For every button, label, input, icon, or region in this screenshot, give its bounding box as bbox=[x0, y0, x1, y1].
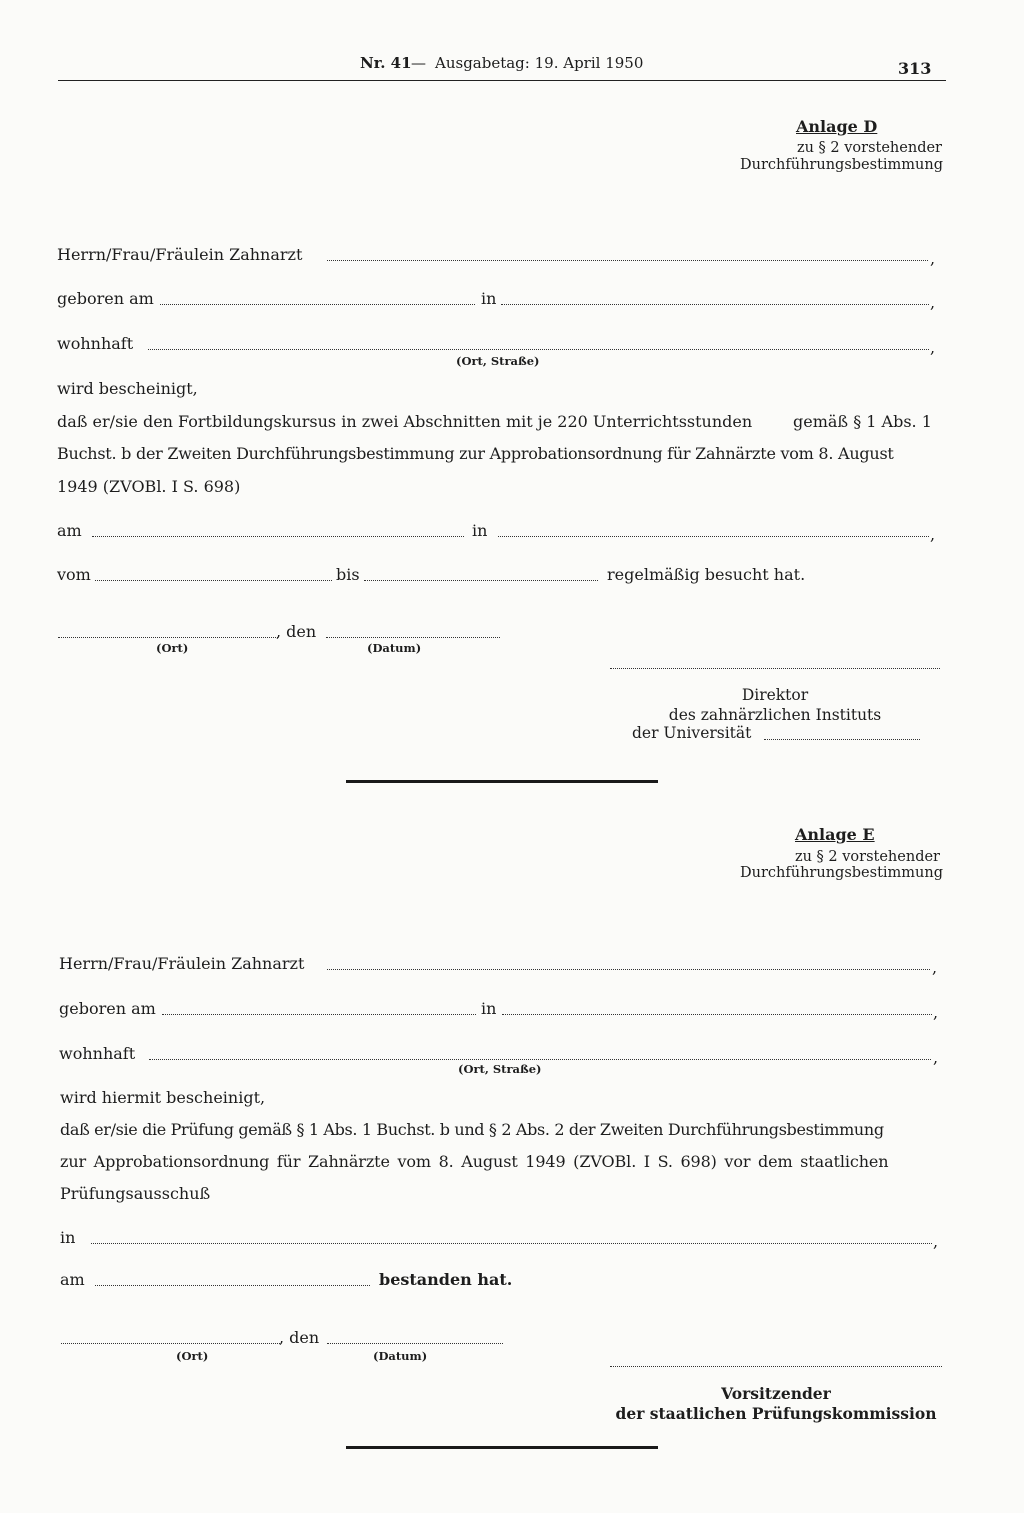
annex-e-place-field[interactable] bbox=[61, 1343, 280, 1344]
annex-e-signature-field[interactable] bbox=[610, 1366, 942, 1367]
annex-e-addressee-label: Herrn/Frau/Fräulein Zahnarzt bbox=[59, 954, 305, 973]
annex-d-address-field[interactable] bbox=[148, 349, 929, 350]
annex-e-address-hint: (Ort, Straße) bbox=[458, 1062, 542, 1076]
annex-d-born-label: geboren am bbox=[57, 289, 154, 308]
annex-e-sig2: der staatlichen Prüfungskommission bbox=[615, 1404, 937, 1423]
comma: , bbox=[930, 338, 936, 357]
annex-d-addressee-field[interactable] bbox=[327, 260, 928, 261]
comma: , bbox=[933, 1003, 939, 1022]
annex-e-sub2: Durchführungsbestimmung bbox=[740, 865, 943, 881]
annex-d-sig1: Direktor bbox=[741, 686, 809, 704]
annex-d-body-line3: 1949 (ZVOBl. I S. 698) bbox=[57, 477, 241, 496]
annex-d-bis-label: bis bbox=[336, 565, 360, 584]
annex-d-body-line1b: gemäß § 1 Abs. 1 bbox=[793, 412, 932, 431]
annex-e-body-line3: Prüfungsausschuß bbox=[60, 1184, 211, 1203]
annex-d-birthplace-field[interactable] bbox=[501, 304, 929, 305]
annex-e-sig1: Vorsitzender bbox=[721, 1384, 831, 1403]
annex-d-title: Anlage D bbox=[796, 117, 878, 136]
annex-d-sub2: Durchführungsbestimmung bbox=[740, 157, 943, 173]
annex-d-am-label: am bbox=[57, 521, 82, 540]
annex-d-date-field[interactable] bbox=[326, 637, 500, 638]
annex-e-place-hint: (Ort) bbox=[176, 1349, 209, 1363]
annex-e-birthplace-field[interactable] bbox=[502, 1014, 932, 1015]
annex-d-university-field[interactable] bbox=[764, 739, 920, 740]
comma: , bbox=[933, 1232, 939, 1251]
annex-e-title: Anlage E bbox=[795, 825, 875, 844]
annex-d-address-hint: (Ort, Straße) bbox=[456, 354, 540, 368]
section-divider bbox=[346, 780, 658, 783]
header-rule bbox=[58, 80, 946, 81]
annex-e-body-line1: daß er/sie die Prüfung gemäß § 1 Abs. 1 Buchst. b und § 2 Abs. 2 der Zweiten Durchführungsbestimmung bbox=[60, 1120, 884, 1139]
annex-e-in-label: in bbox=[481, 999, 497, 1018]
bottom-divider bbox=[346, 1446, 658, 1449]
header-dash: — bbox=[411, 54, 426, 72]
annex-d-sig2: des zahnärzlichen Instituts bbox=[668, 706, 882, 724]
annex-d-in2-field[interactable] bbox=[498, 536, 929, 537]
annex-e-in2-label: in bbox=[60, 1228, 76, 1247]
annex-e-date-hint: (Datum) bbox=[373, 1349, 428, 1363]
annex-e-addressee-field[interactable] bbox=[327, 969, 930, 970]
annex-d-vom-field[interactable] bbox=[95, 580, 332, 581]
annex-d-in2-label: in bbox=[472, 521, 488, 540]
comma: , bbox=[932, 958, 938, 977]
annex-d-date-hint: (Datum) bbox=[367, 641, 422, 655]
annex-d-addressee-label: Herrn/Frau/Fräulein Zahnarzt bbox=[57, 245, 303, 264]
annex-d-signature-field[interactable] bbox=[610, 668, 940, 669]
annex-e-date-field[interactable] bbox=[327, 1343, 503, 1344]
annex-e-address-field[interactable] bbox=[149, 1059, 931, 1060]
comma: , bbox=[930, 293, 936, 312]
annex-d-certified: wird bescheinigt, bbox=[57, 379, 198, 398]
header-date: Ausgabetag: 19. April 1950 bbox=[435, 54, 644, 72]
annex-d-place-field[interactable] bbox=[58, 637, 278, 638]
annex-e-exam-place-field[interactable] bbox=[91, 1243, 932, 1244]
annex-d-resident-label: wohnhaft bbox=[57, 334, 134, 353]
annex-e-body-line2: zur Approbationsordnung für Zahnärzte vom 8. August 1949 (ZVOBl. I S. 698) vor dem staatlichen bbox=[60, 1152, 889, 1171]
comma: , bbox=[930, 525, 936, 544]
annex-e-passed: bestanden hat. bbox=[379, 1270, 513, 1289]
annex-d-birthdate-field[interactable] bbox=[160, 304, 475, 305]
annex-d-vom-label: vom bbox=[57, 565, 91, 584]
annex-d-body-line2: Buchst. b der Zweiten Durchführungsbestimmung zur Approbationsordnung für Zahnärzte vom 8. August bbox=[57, 444, 894, 463]
annex-e-birthdate-field[interactable] bbox=[162, 1014, 476, 1015]
annex-d-bis-field[interactable] bbox=[364, 580, 598, 581]
annex-d-place-hint: (Ort) bbox=[156, 641, 189, 655]
annex-d-body-line1a: daß er/sie den Fortbildungskursus in zwei Abschnitten mit je 220 Unterrichtsstunden bbox=[57, 412, 753, 431]
annex-d-den-label: , den bbox=[276, 622, 317, 641]
annex-e-am-label: am bbox=[60, 1270, 85, 1289]
annex-d-in-label: in bbox=[481, 289, 497, 308]
annex-d-sig3: der Universität bbox=[632, 724, 752, 742]
comma: , bbox=[930, 249, 936, 268]
annex-e-born-label: geboren am bbox=[59, 999, 156, 1018]
page-number: 313 bbox=[898, 59, 932, 78]
annex-e-resident-label: wohnhaft bbox=[59, 1044, 136, 1063]
annex-d-attended: regelmäßig besucht hat. bbox=[607, 565, 806, 584]
annex-e-den-label: , den bbox=[279, 1328, 320, 1347]
annex-e-am-field[interactable] bbox=[95, 1285, 370, 1286]
annex-e-sub1: zu § 2 vorstehender bbox=[794, 849, 940, 865]
annex-d-sub1: zu § 2 vorstehender bbox=[796, 140, 942, 156]
annex-e-certified: wird hiermit bescheinigt, bbox=[60, 1088, 266, 1107]
header-issue: Nr. 41 bbox=[360, 54, 412, 72]
annex-d-am-field[interactable] bbox=[92, 536, 464, 537]
comma: , bbox=[933, 1048, 939, 1067]
